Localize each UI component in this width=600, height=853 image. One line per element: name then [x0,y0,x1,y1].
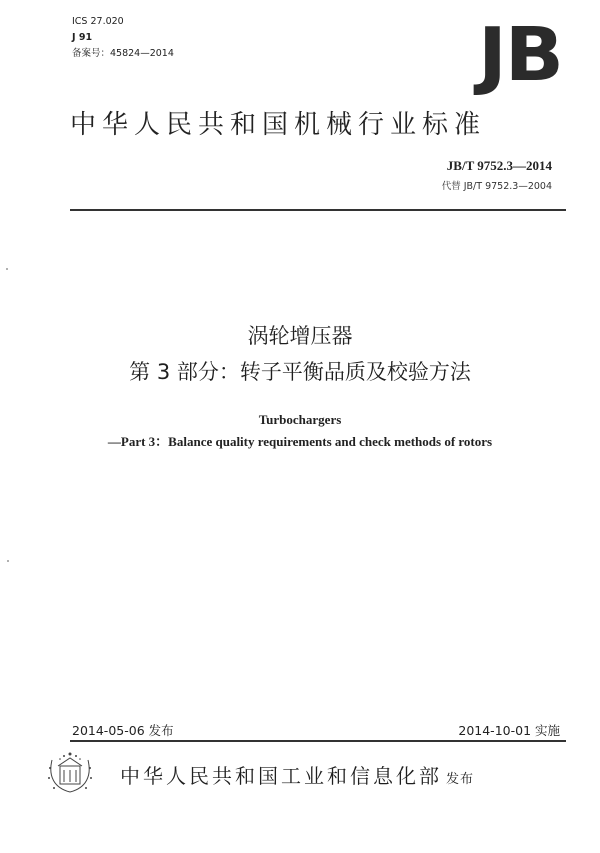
issue-date: 2014-05-06 发布 [72,723,174,738]
issuer-name: 中华人民共和国工业和信息化部 [120,764,442,788]
scan-speck [6,268,8,270]
issuing-authority [120,760,474,789]
title-cn-line1: 涡轮增压器 [247,324,353,348]
jb-logo: JB [478,12,562,98]
top-rule [70,209,566,211]
standard-code-block [442,158,552,192]
implementation-date: 2014-10-01 实施 [458,723,560,738]
title-cn-line2: 第 3 部分：转子平衡品质及校验方法 [129,360,471,384]
filing-number: 备案号：45824—2014 [72,48,174,59]
scan-speck [7,560,9,562]
replaces-standard: 代替 JB/T 9752.3—2004 [441,181,552,192]
title-en-line1: Turbochargers [258,412,342,427]
standard-category: 中华人民共和国机械行业标准 [70,110,487,140]
ccs-code: J 91 [72,32,93,43]
standard-number: JB/T 9752.3—2014 [446,158,552,173]
bottom-rule [70,740,566,742]
issuer-suffix: 发布 [446,772,475,787]
title-en-line2: —Part 3：Balance quality requirements and check methods of rotors [107,434,493,449]
ministry-emblem-icon [40,748,100,798]
ics-code: ICS 27.020 [72,16,124,27]
classification-block [72,14,174,62]
